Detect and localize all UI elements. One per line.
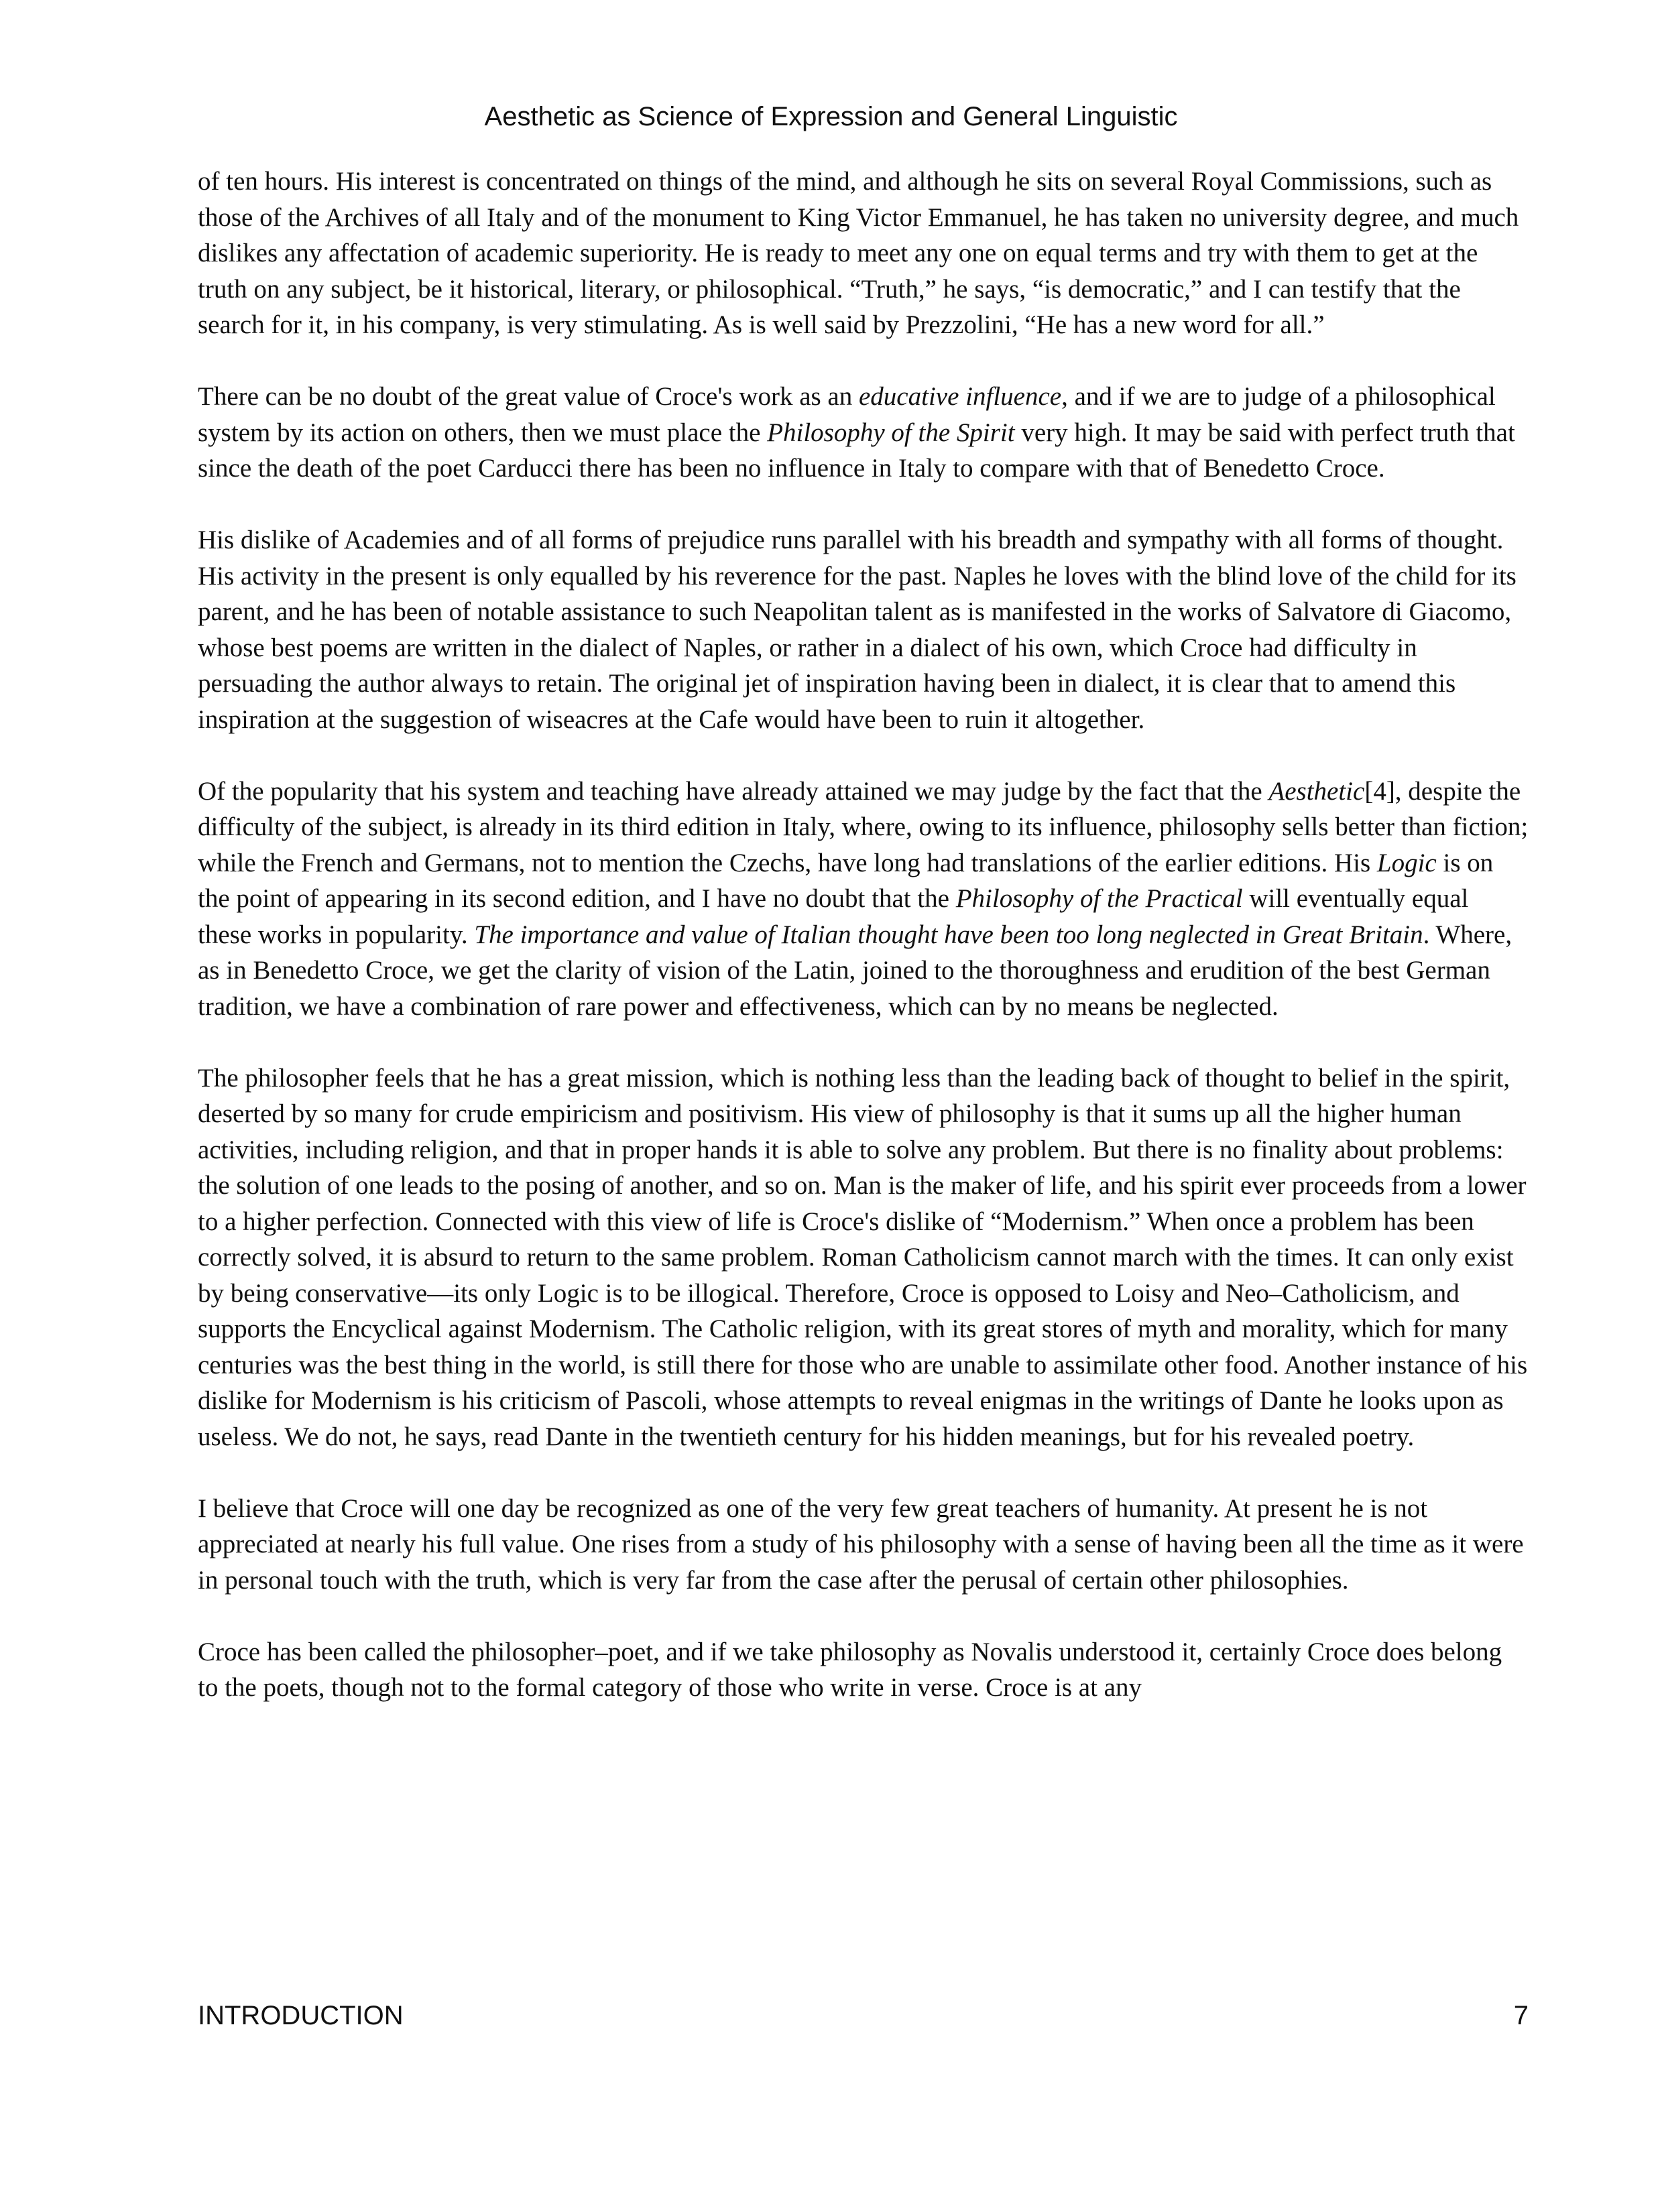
- running-title: Aesthetic as Science of Expression and General Linguistic: [484, 102, 1178, 131]
- text-run: . Where, as in Benedetto Croce, we get the clarity of vision of the Latin, joined to the thoroughness and erudition of the best German tradition, we have a combination of rare power and effectiveness, which can by no means be neglected.: [198, 920, 1512, 1021]
- text-run: Of the popularity that his system and teaching have already attained we may judge by the fact that the: [198, 776, 1269, 806]
- italic-text: Aesthetic: [1268, 776, 1365, 806]
- italic-text: Philosophy of the Spirit: [767, 418, 1015, 447]
- paragraph: [198, 774, 1529, 1025]
- text-run: very high. It may be said with perfect truth that since the death of the poet Carducci there has been no influence in Italy to compare with that of Benedetto Croce.: [198, 418, 1515, 483]
- paragraph: [198, 522, 1529, 737]
- text-run: I believe that Croce will one day be recognized as one of the very few great teachers of humanity. At present he is not appreciated at nearly his full value. One rises from a study of his philosophy with a sense of having been all the time as it were in personal touch with the truth, which is very far from the case after the perusal of certain other philosophies.: [198, 1493, 1524, 1595]
- text-run: Croce has been called the philosopher–poet, and if we take philosophy as Novalis understood it, certainly Croce does belong to the poets, though not to the formal category of those who write in verse. Croce is at any: [198, 1637, 1502, 1702]
- text-run: There can be no doubt of the great value of Croce's work as an: [198, 382, 859, 411]
- italic-text: educative influence: [859, 382, 1062, 411]
- text-run: is on the point of appearing in its second edition, and I have no doubt that the: [198, 848, 1494, 913]
- paragraph: [198, 1634, 1529, 1706]
- paragraph: [198, 1060, 1529, 1455]
- text-run: His dislike of Academies and of all forms of prejudice runs parallel with his breadth and sympathy with all forms of thought. His activity in the present is only equalled by his reverence for the past. Naples he loves with the blind love of the child for its parent, and he has been of notable assistance to such Neapolitan talent as is manifested in the works of Salvatore di Giacomo, whose best poems are written in the dialect of Naples, or rather in a dialect of his own, which Croce had difficulty in persuading the author always to retain. The original jet of inspiration having been in dialect, it is clear that to amend this inspiration at the suggestion of wiseacres at the Cafe would have been to ruin it altogether.: [198, 526, 1517, 734]
- italic-text: Logic: [1376, 848, 1437, 877]
- paragraph: [198, 379, 1529, 487]
- footer-section-title: INTRODUCTION: [198, 2001, 404, 2030]
- text-run: [4], despite the difficulty of the subject, is already in its third edition in Italy, where, owing to its influence, philosophy sells better than fiction; while the French and Germans, not to mention the Czechs, have long had translations of the earlier editions. His: [198, 776, 1529, 877]
- body-text: [198, 164, 1529, 1706]
- page-number: 7: [1513, 2001, 1529, 2030]
- text-run: of ten hours. His interest is concentrated on things of the mind, and although he sits on several Royal Commissions, such as those of the Archives of all Italy and of the monument to King Victor Emmanuel, he has taken no university degree, and much dislikes any affectation of academic superiority. He is ready to meet any one on equal terms and try with them to get at the truth on any subject, be it historical, literary, or philosophical. “Truth,” he says, “is democratic,” and I can testify that the search for it, in his company, is very stimulating. As is well said by Prezzolini, “He has a new word for all.”: [198, 167, 1519, 339]
- text-run: will eventually equal these works in popularity.: [198, 884, 1469, 949]
- text-run: , and if we are to judge of a philosophical system by its action on others, then we must place the: [198, 382, 1496, 447]
- paragraph: [198, 164, 1529, 343]
- italic-text: The importance and value of Italian thought have been too long neglected in Great Britain: [474, 920, 1423, 949]
- paragraph: [198, 1491, 1529, 1599]
- text-run: The philosopher feels that he has a great mission, which is nothing less than the leading back of thought to belief in the spirit, deserted by so many for crude empiricism and positivism. His view of philosophy is that it sums up all the higher human activities, including religion, and that in proper hands it is able to solve any problem. But there is no finality about problems: the solution of one leads to the posing of another, and so on. Man is the maker of life, and his spirit ever proceeds from a lower to a higher perfection. Connected with this view of life is Croce's dislike of “Modernism.” When once a problem has been correctly solved, it is absurd to return to the same problem. Roman Catholicism cannot march with the times. It can only exist by being conservative—its only Logic is to be illogical. Therefore, Croce is opposed to Loisy and Neo–Catholicism, and supports the Encyclical against Modernism. The Catholic religion, with its great stores of myth and morality, which for many centuries was the best thing in the world, is still there for those who are unable to assimilate other food. Another instance of his dislike for Modernism is his criticism of Pascoli, whose attempts to reveal enigmas in the writings of Dante he looks upon as useless. We do not, he says, read Dante in the twentieth century for his hidden meanings, but for his revealed poetry.: [198, 1063, 1528, 1451]
- italic-text: Philosophy of the Practical: [955, 884, 1243, 913]
